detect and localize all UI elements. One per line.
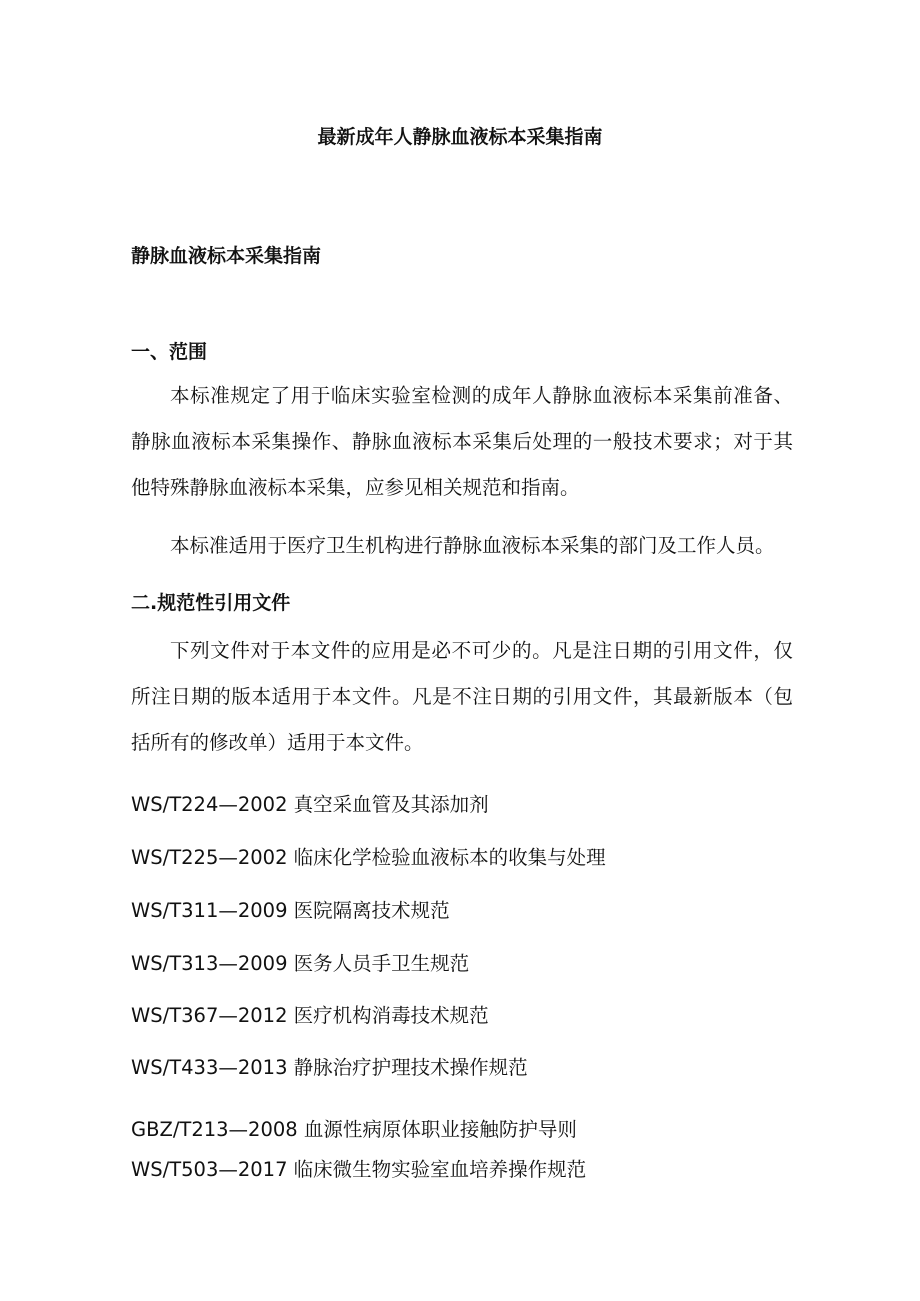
reference-item: WS/T224—2002 真空采血管及其添加剂	[131, 793, 489, 816]
reference-item: WS/T367—2012 医疗机构消毒技术规范	[131, 1004, 489, 1027]
section-heading-references: 二.规范性引用文件	[131, 592, 291, 614]
reference-item: WS/T311—2009 医院隔离技术规范	[131, 899, 450, 922]
document-title: 最新成年人静脉血液标本采集指南	[317, 126, 603, 148]
section-heading-scope: 一、范围	[131, 341, 208, 363]
reference-item: WS/T225—2002 临床化学检验血液标本的收集与处理	[131, 846, 606, 869]
guideline-title: 静脉血液标本采集指南	[131, 245, 322, 267]
reference-item: WS/T313—2009 医务人员手卫生规范	[131, 952, 470, 975]
reference-item: WS/T503—2017 临床微生物实验室血培养操作规范	[131, 1158, 587, 1181]
scope-paragraph-2: 本标准适用于医疗卫生机构进行静脉血液标本采集的部门及工作人员。	[170, 534, 775, 557]
reference-item: GBZ/T213—2008 血源性病原体职业接触防护导则	[131, 1118, 577, 1141]
scope-paragraph-1: 本标准规定了用于临床实验室检测的成年人静脉血液标本采集前准备、静脉血液标本采集操作、静脉血液标本采集后处理的一般技术要求；对于其他特殊静脉血液标本采集，应参见相关规范和指南。	[131, 384, 793, 499]
references-intro-paragraph: 下列文件对于本文件的应用是必不可少的。凡是注日期的引用文件，仅所注日期的版本适用于本文件。凡是不注日期的引用文件，其最新版本（包括所有的修改单）适用于本文件。	[131, 639, 793, 754]
reference-item: WS/T433—2013 静脉治疗护理技术操作规范	[131, 1056, 528, 1079]
